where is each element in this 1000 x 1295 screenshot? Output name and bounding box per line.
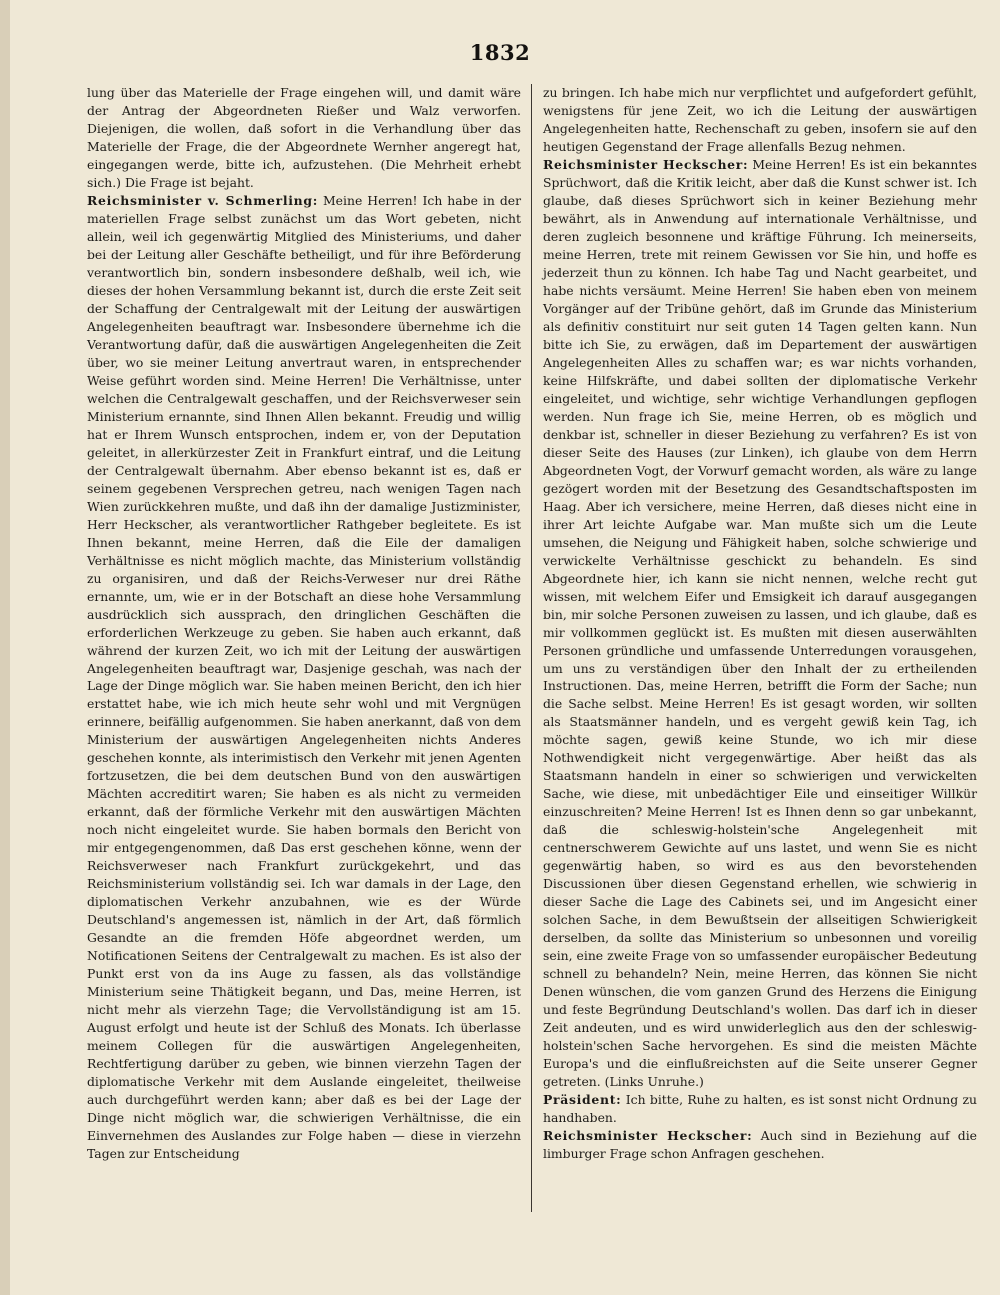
- paragraph-text: zu bringen. Ich habe mich nur verpflichtet und aufgefordert gefühlt, wenigstens für jene Zeit, wo ich die Leitung der auswärtigen Angelegenheiten hatte, Rechenschaft zu geben, insofern sie auf den heutigen Gegenstand der Frage allenfalls Bezug nehmen.: [543, 85, 977, 154]
- page-number: 1832: [469, 40, 531, 65]
- column-divider: [531, 84, 532, 1212]
- speaker-name: Präsident:: [543, 1092, 622, 1108]
- paragraph: [543, 1127, 977, 1163]
- right-column: [543, 84, 977, 1163]
- speaker-name: Reichsminister Heckscher:: [543, 156, 749, 172]
- paragraph-text: Auch sind in Beziehung auf die limburger Frage schon Anfragen geschehen.: [543, 1128, 977, 1162]
- left-column: [87, 84, 521, 1163]
- paragraph-text: lung über das Materielle der Frage eingehen will, und damit wäre der Antrag der Abgeordneten Rießer und Walz verworfen. Diejenigen, die wollen, daß sofort in die Verhandlung über das Materielle der Frage, die der Abgeordnete Wernher angeregt hat, eingegangen werde, bitte ich, aufzustehen. (Die Mehrheit erhebt sich.) Die Frage ist bejaht.: [87, 85, 521, 190]
- paragraph: [543, 84, 977, 156]
- scan-edge: [0, 0, 10, 1295]
- paragraph-text: Meine Herren! Ich habe in der materiellen Frage selbst zunächst um das Wort gebeten, nicht allein, weil ich gegenwärtig Mitglied des Ministeriums, und daher bei der Leitung aller Geschäfte betheiligt, und für ihre Beförderung verantwortlich bin, sondern insbesondere deßhalb, weil ich, wie dieses der hohen Versammlung bekannt ist, durch die erste Zeit seit der Schaffung der Centralgewalt mit der Leitung der auswärtigen Angelegenheiten beauftragt war. Insbesondere übernehme ich die Verantwortung dafür, daß die auswärtigen Angelegenheiten die Zeit über, wo sie meiner Leitung anvertraut waren, in entsprechender Weise geführt worden sind. Meine Herren! Die Verhältnisse, unter welchen die Centralgewalt geschaffen, und der Reichsverweser sein Ministerium ernannte, sind Ihnen Allen bekannt. Freudig und willig hat er Ihrem Wunsch entsprochen, indem er, von der Deputation geleitet, in allerkürzester Zeit in Frankfurt eintraf, und die Leitung der Centralgewalt übernahm. Aber ebenso bekannt ist es, daß er seinem gegebenen Versprechen getreu, nach wenigen Tagen nach Wien zurückkehren mußte, und daß ihn der damalige Justizminister, Herr Heckscher, als verantwortlicher Rathgeber begleitete. Es ist Ihnen bekannt, meine Herren, daß die Eile der damaligen Verhältnisse es nicht möglich machte, das Ministerium vollständig zu organisiren, und daß der Reichs-Verweser nur drei Räthe ernannte, um, wie er in der Botschaft an diese hohe Versammlung ausdrücklich sich aussprach, den dringlichen Geschäften die erforderlichen Werkzeuge zu geben. Sie haben auch erkannt, daß während der kurzen Zeit, wo ich mit der Leitung der auswärtigen Angelegenheiten beauftragt war, Dasjenige geschah, was nach der Lage der Dinge möglich war. Sie haben meinen Bericht, den ich hier erstattet habe, wie ich mich heute sehr wohl und mit Vergnügen erinnere, beifällig aufgenommen. Sie haben anerkannt, daß von dem Ministerium der auswärtigen Angelegenheiten nichts Anderes geschehen konnte, als interimistisch den Verkehr mit jenen Agenten fortzusetzen, die bei dem deutschen Bund von den auswärtigen Mächten accreditirt waren; Sie haben es als nicht zu vermeiden erkannt, daß der förmliche Verkehr mit den auswärtigen Mächten noch nicht eingeleitet wurde. Sie haben bormals den Bericht von mir entgegengenommen, daß Das erst geschehen könne, wenn der Reichsverweser nach Frankfurt zurückgekehrt, und das Reichsministerium vollständig sei. Ich war damals in der Lage, den diplomatischen Verkehr anzubahnen, wie es der Würde Deutschland's angemessen ist, nämlich in der Art, daß förmlich Gesandte an die fremden Höfe abgeordnet werden, um Notificationen Seitens der Centralgewalt zu machen. Es ist also der Punkt erst von da ins Auge zu fassen, als das vollständige Ministerium seine Thätigkeit begann, und Das, meine Herren, ist nicht mehr als vierzehn Tage; die Vervollständigung ist am 15. August erfolgt und heute ist der Schluß des Monats. Ich überlasse meinem Collegen für die auswärtigen Angelegenheiten, Rechtfertigung darüber zu geben, wie binnen vierzehn Tagen der diplomatische Verkehr mit dem Auslande eingeleitet, theilweise auch durchgeführt werden kann; aber daß es bei der Lage der Dinge nicht möglich war, die schwierigen Verhältnisse, die ein Einvernehmen des Auslandes zur Folge haben — diese in vierzehn Tagen zur Entscheidung: [87, 192, 522, 1162]
- paragraph-text: Meine Herren! Es ist ein bekanntes Sprüchwort, daß die Kritik leicht, aber daß die Kunst schwer ist. Ich glaube, daß dieses Sprüchwort sich in keiner Beziehung mehr bewährt, als in Anwendung auf internationale Verhältnisse, und deren zugleich besonnene und kräftige Führung. Ich meinerseits, meine Herren, trete mit reinem Gewissen vor Sie hin, und hoffe es jederzeit thun zu können. Ich habe Tag und Nacht gearbeitet, und habe nichts versäumt. Meine Herren! Sie haben eben von meinem Vorgänger auf der Tribüne gehört, daß im Grunde das Ministerium als definitiv constituirt nur seit guten 14 Tagen gelten kann. Nun bitte ich Sie, zu erwägen, daß im Departement der auswärtigen Angelegenheiten Alles zu schaffen war; es war nichts vorhanden, keine Hilfskräfte, und dabei sollten der diplomatische Verkehr eingeleitet, und wichtige, sehr wichtige Verhandlungen gepflogen werden. Nun frage ich Sie, meine Herren, ob es möglich und denkbar ist, schneller in dieser Beziehung zu verfahren? Es ist von dieser Seite des Hauses (zur Linken), ich glaube von dem Herrn Abgeordneten Vogt, der Vorwurf gemacht worden, als wäre zu lange gezögert worden mit der Besetzung des Gesandtschaftsposten im Haag. Aber ich versichere, meine Herren, daß dieses nicht eine in ihrer Art leichte Aufgabe war. Man mußte sich um die Leute umsehen, die Neigung und Fähigkeit haben, solche schwierige und verwickelte Verhältnisse geschickt zu behandeln. Es sind Abgeordnete hier, ich kann sie nicht nennen, welche recht gut wissen, mit welchem Eifer und Emsigkeit ich darauf ausgegangen bin, mir solche Personen zuweisen zu lassen, und ich glaube, daß es mir vollkommen geglückt ist. Es mußten mit diesen auserwählten Personen gründliche und umfassende Unterredungen vorausgehen, um uns zu verständigen über den Inhalt der zu ertheilenden Instructionen. Das, meine Herren, betrifft die Form der Sache; nun die Sache selbst. Meine Herren! Es ist gesagt worden, wir sollten als Staatsmänner handeln, und es vergeht gewiß kein Tag, ich möchte sagen, gewiß keine Stunde, wo ich mir diese Nothwendigkeit nicht vergegenwärtige. Aber heißt das als Staatsmann handeln in einer so schwierigen und verwickelten Sache, wie diese, mit unbedächtiger Eile und einseitiger Willkür einzuschreiten? Meine Herren! Ist es Ihnen denn so gar unbekannt, daß die schleswig-holstein'sche Angelegenheit mit centnerschwerem Gewichte auf uns lastet, und wenn Sie es nicht gegenwärtig haben, so wird es aus den bevorstehenden Discussionen über diesen Gegenstand erhellen, wie schwierig in dieser Sache die Lage des Cabinets sei, und im Angesicht einer solchen Sache, in dem Bewußtsein der allseitigen Schwierigkeit derselben, da sollte das Ministerium so unbesonnen und voreilig sein, eine zweite Frage von so umfassender europäischer Bedeutung schnell zu behandeln? Nein, meine Herren, das können Sie nicht Denen wünschen, die vom ganzen Grund des Herzens die Einigung und feste Begründung Deutschland's wollen. Das darf ich in dieser Zeit andeuten, und es wird unwiderleglich aus den der schleswig-holstein'schen Sache hervorgehen. Es sind die meisten Mächte Europa's und die einflußreichsten auf die Seite unserer Gegner getreten. (Links Unruhe.): [543, 156, 978, 1090]
- paragraph: [87, 84, 521, 192]
- speaker-name: Reichsminister v. Schmerling:: [87, 192, 319, 208]
- paragraph: [87, 192, 521, 1163]
- paragraph: [543, 156, 977, 1091]
- speaker-name: Reichsminister Heckscher:: [543, 1128, 753, 1144]
- paragraph: [543, 1091, 977, 1127]
- paragraph-text: Ich bitte, Ruhe zu halten, es ist sonst nicht Ordnung zu handhaben.: [543, 1092, 977, 1126]
